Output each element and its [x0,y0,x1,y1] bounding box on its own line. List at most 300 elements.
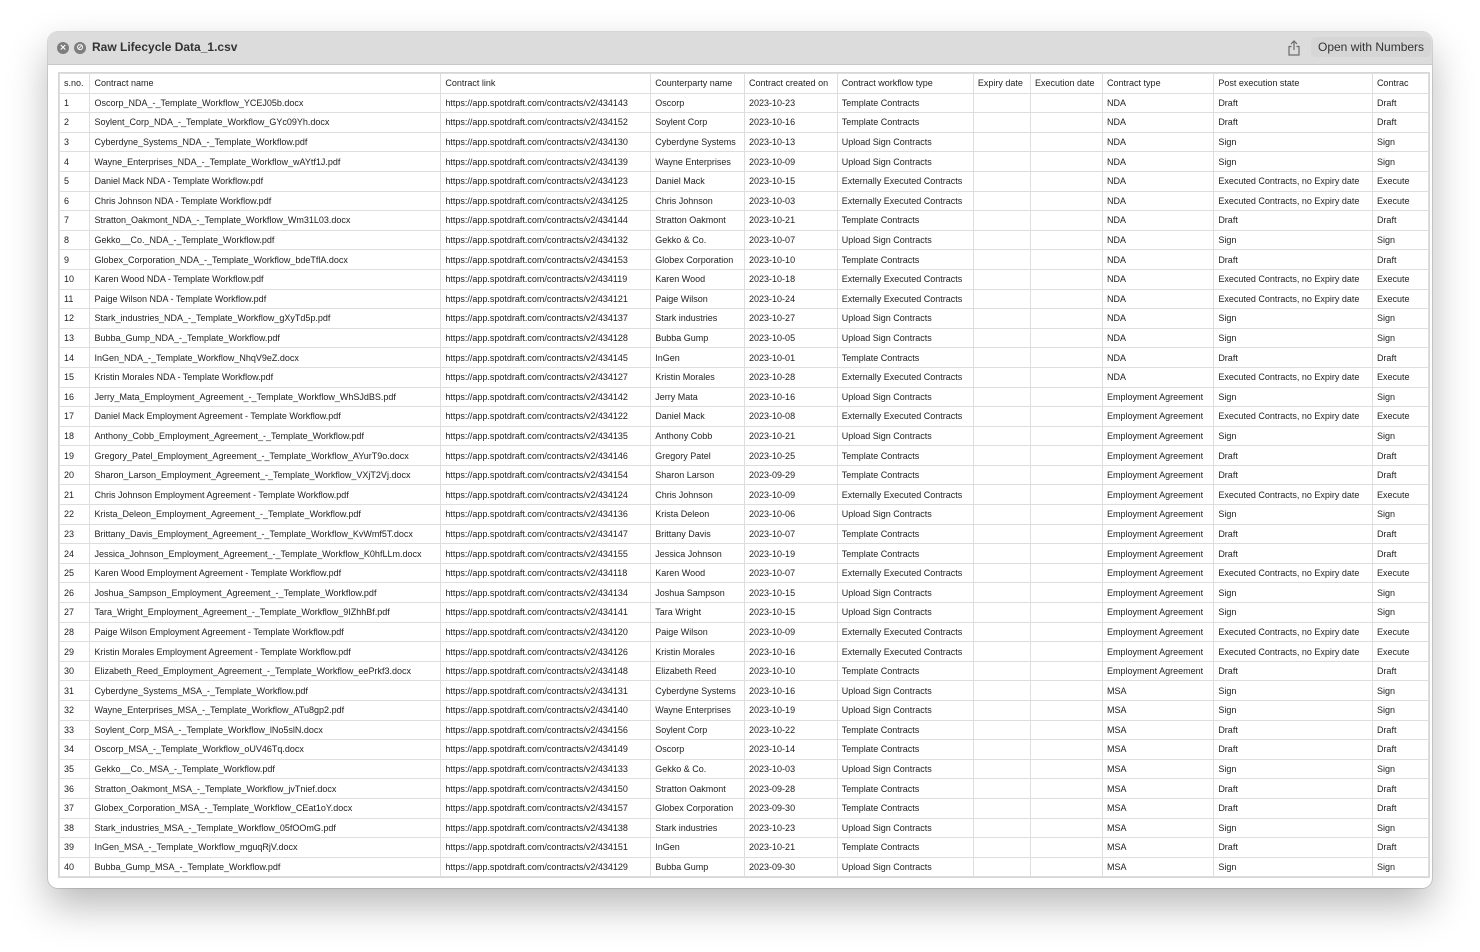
table-cell[interactable]: 2023-10-19 [745,701,838,721]
table-cell[interactable]: 2023-10-05 [745,328,838,348]
table-cell[interactable]: NDA [1103,289,1214,309]
table-cell[interactable]: 39 [60,838,90,858]
table-row[interactable] [60,701,1429,721]
column-header[interactable]: Expiry date [973,74,1030,94]
table-cell[interactable] [1031,348,1103,368]
table-cell[interactable] [973,407,1030,427]
table-row[interactable] [60,367,1429,387]
table-cell[interactable]: Upload Sign Contracts [837,583,973,603]
table-cell[interactable] [1031,603,1103,623]
table-cell[interactable]: https://app.spotdraft.com/contracts/v2/434134 [441,583,651,603]
table-cell[interactable]: Template Contracts [837,113,973,133]
csv-table-view[interactable] [58,72,1430,878]
table-cell[interactable]: Globex_Corporation_MSA_-_Template_Workflow_CEat1oY.docx [90,798,441,818]
table-cell[interactable] [973,642,1030,662]
table-cell[interactable]: Gregory Patel [651,446,745,466]
table-cell[interactable]: Externally Executed Contracts [837,289,973,309]
table-row[interactable] [60,485,1429,505]
table-cell[interactable]: Sign [1372,132,1428,152]
table-cell[interactable]: 7 [60,211,90,231]
table-cell[interactable]: NDA [1103,230,1214,250]
table-cell[interactable]: 34 [60,740,90,760]
table-cell[interactable] [1031,701,1103,721]
table-row[interactable] [60,113,1429,133]
table-cell[interactable]: Gregory_Patel_Employment_Agreement_-_Template_Workflow_AYurT9o.docx [90,446,441,466]
table-cell[interactable]: Draft [1372,740,1428,760]
table-cell[interactable]: Chris Johnson [651,485,745,505]
table-cell[interactable] [1031,563,1103,583]
table-cell[interactable]: Upload Sign Contracts [837,857,973,877]
table-row[interactable] [60,524,1429,544]
table-cell[interactable]: Sharon_Larson_Employment_Agreement_-_Template_Workflow_VXjT2Vj.docx [90,465,441,485]
table-cell[interactable]: Upload Sign Contracts [837,132,973,152]
table-cell[interactable]: https://app.spotdraft.com/contracts/v2/434119 [441,269,651,289]
table-cell[interactable]: 28 [60,622,90,642]
table-cell[interactable] [1031,740,1103,760]
table-cell[interactable]: Executed Contracts, no Expiry date [1214,171,1373,191]
table-cell[interactable]: Sign [1372,681,1428,701]
table-cell[interactable]: NDA [1103,132,1214,152]
table-cell[interactable] [1031,211,1103,231]
table-cell[interactable]: Kristin Morales [651,367,745,387]
table-cell[interactable]: Cyberdyne Systems [651,132,745,152]
table-cell[interactable]: 8 [60,230,90,250]
table-cell[interactable]: Jerry Mata [651,387,745,407]
table-cell[interactable]: https://app.spotdraft.com/contracts/v2/434139 [441,152,651,172]
table-cell[interactable]: Employment Agreement [1103,661,1214,681]
table-cell[interactable]: NDA [1103,367,1214,387]
table-cell[interactable]: 20 [60,465,90,485]
table-cell[interactable]: Tara Wright [651,603,745,623]
table-cell[interactable] [1031,798,1103,818]
table-cell[interactable]: https://app.spotdraft.com/contracts/v2/434149 [441,740,651,760]
table-row[interactable] [60,289,1429,309]
table-cell[interactable]: https://app.spotdraft.com/contracts/v2/434122 [441,407,651,427]
table-cell[interactable] [1031,720,1103,740]
table-cell[interactable]: 2023-10-16 [745,387,838,407]
table-cell[interactable] [1031,583,1103,603]
table-cell[interactable] [1031,642,1103,662]
table-cell[interactable]: Sign [1214,603,1373,623]
table-cell[interactable] [973,93,1030,113]
table-cell[interactable]: Kristin Morales Employment Agreement - Template Workflow.pdf [90,642,441,662]
table-cell[interactable]: https://app.spotdraft.com/contracts/v2/434155 [441,544,651,564]
table-cell[interactable]: Soylent Corp [651,720,745,740]
table-cell[interactable] [973,524,1030,544]
table-row[interactable] [60,328,1429,348]
table-cell[interactable]: https://app.spotdraft.com/contracts/v2/434156 [441,720,651,740]
table-row[interactable] [60,759,1429,779]
table-cell[interactable]: Sign [1372,857,1428,877]
table-cell[interactable]: https://app.spotdraft.com/contracts/v2/434123 [441,171,651,191]
table-cell[interactable]: Template Contracts [837,211,973,231]
table-cell[interactable]: https://app.spotdraft.com/contracts/v2/434142 [441,387,651,407]
table-cell[interactable]: Externally Executed Contracts [837,622,973,642]
table-cell[interactable] [973,152,1030,172]
table-cell[interactable]: 6 [60,191,90,211]
table-cell[interactable]: Upload Sign Contracts [837,152,973,172]
table-cell[interactable]: 2023-10-25 [745,446,838,466]
table-cell[interactable]: 24 [60,544,90,564]
share-icon[interactable] [1287,40,1301,56]
table-cell[interactable]: 12 [60,309,90,329]
table-cell[interactable]: MSA [1103,779,1214,799]
table-row[interactable] [60,838,1429,858]
table-cell[interactable] [973,505,1030,525]
table-cell[interactable]: https://app.spotdraft.com/contracts/v2/434154 [441,465,651,485]
table-cell[interactable]: Upload Sign Contracts [837,701,973,721]
table-cell[interactable] [973,759,1030,779]
table-cell[interactable]: Stratton Oakmont [651,211,745,231]
table-cell[interactable]: Externally Executed Contracts [837,407,973,427]
table-cell[interactable] [1031,269,1103,289]
table-cell[interactable]: 21 [60,485,90,505]
table-row[interactable] [60,661,1429,681]
table-cell[interactable]: Anthony Cobb [651,426,745,446]
table-cell[interactable]: 1 [60,93,90,113]
table-cell[interactable]: Template Contracts [837,779,973,799]
table-cell[interactable]: Bubba_Gump_MSA_-_Template_Workflow.pdf [90,857,441,877]
table-cell[interactable] [973,622,1030,642]
table-row[interactable] [60,818,1429,838]
table-cell[interactable]: Sign [1214,328,1373,348]
column-header[interactable]: Contract link [441,74,651,94]
table-cell[interactable] [1031,661,1103,681]
table-cell[interactable]: Draft [1214,348,1373,368]
table-cell[interactable]: Cyberdyne_Systems_NDA_-_Template_Workflow.pdf [90,132,441,152]
table-cell[interactable]: NDA [1103,93,1214,113]
table-cell[interactable]: Upload Sign Contracts [837,818,973,838]
table-cell[interactable]: Execute [1372,563,1428,583]
table-cell[interactable]: Draft [1214,779,1373,799]
table-cell[interactable]: Paige Wilson Employment Agreement - Template Workflow.pdf [90,622,441,642]
table-cell[interactable]: Draft [1214,446,1373,466]
column-header[interactable]: Contract workflow type [837,74,973,94]
table-cell[interactable] [1031,759,1103,779]
table-cell[interactable]: Executed Contracts, no Expiry date [1214,622,1373,642]
table-cell[interactable]: Daniel Mack [651,171,745,191]
table-cell[interactable]: 2023-10-15 [745,603,838,623]
table-cell[interactable]: https://app.spotdraft.com/contracts/v2/434143 [441,93,651,113]
table-cell[interactable]: Oscorp_MSA_-_Template_Workflow_oUV46Tq.docx [90,740,441,760]
table-cell[interactable]: MSA [1103,759,1214,779]
table-cell[interactable]: MSA [1103,818,1214,838]
table-cell[interactable]: Externally Executed Contracts [837,367,973,387]
table-cell[interactable] [973,387,1030,407]
table-cell[interactable]: 2023-09-30 [745,798,838,818]
table-cell[interactable]: Execute [1372,289,1428,309]
table-cell[interactable]: Globex_Corporation_NDA_-_Template_Workflow_bdeTflA.docx [90,250,441,270]
table-cell[interactable]: Sign [1372,230,1428,250]
table-cell[interactable]: Draft [1372,211,1428,231]
table-cell[interactable]: Draft [1214,838,1373,858]
table-cell[interactable]: Sign [1372,152,1428,172]
column-header[interactable]: Contrac [1372,74,1428,94]
table-cell[interactable]: Stratton_Oakmont_MSA_-_Template_Workflow_jvTnief.docx [90,779,441,799]
table-cell[interactable]: 27 [60,603,90,623]
table-cell[interactable]: Elizabeth_Reed_Employment_Agreement_-_Template_Workflow_eePrkf3.docx [90,661,441,681]
table-cell[interactable]: Cyberdyne_Systems_MSA_-_Template_Workflow.pdf [90,681,441,701]
table-cell[interactable] [973,446,1030,466]
table-cell[interactable]: Chris Johnson NDA - Template Workflow.pdf [90,191,441,211]
table-cell[interactable]: 2023-10-10 [745,250,838,270]
table-cell[interactable]: https://app.spotdraft.com/contracts/v2/434150 [441,779,651,799]
table-cell[interactable]: Sign [1372,583,1428,603]
table-cell[interactable]: 29 [60,642,90,662]
table-cell[interactable]: Sign [1372,818,1428,838]
table-cell[interactable]: Externally Executed Contracts [837,485,973,505]
table-cell[interactable] [1031,113,1103,133]
table-cell[interactable] [1031,446,1103,466]
table-cell[interactable]: Externally Executed Contracts [837,171,973,191]
table-cell[interactable]: 32 [60,701,90,721]
table-cell[interactable]: 2023-10-09 [745,152,838,172]
close-icon[interactable]: × [57,42,69,54]
table-cell[interactable]: Kristin Morales [651,642,745,662]
table-cell[interactable]: 2023-10-07 [745,524,838,544]
table-cell[interactable]: Bubba_Gump_NDA_-_Template_Workflow.pdf [90,328,441,348]
table-cell[interactable]: Stark_industries_NDA_-_Template_Workflow_gXyTd5p.pdf [90,309,441,329]
table-cell[interactable]: 3 [60,132,90,152]
table-cell[interactable] [1031,857,1103,877]
table-cell[interactable]: https://app.spotdraft.com/contracts/v2/434135 [441,426,651,446]
table-cell[interactable]: Draft [1372,465,1428,485]
table-cell[interactable]: https://app.spotdraft.com/contracts/v2/434126 [441,642,651,662]
table-cell[interactable]: 2023-10-18 [745,269,838,289]
table-cell[interactable] [973,289,1030,309]
table-cell[interactable]: Employment Agreement [1103,563,1214,583]
table-cell[interactable]: https://app.spotdraft.com/contracts/v2/434127 [441,367,651,387]
table-row[interactable] [60,740,1429,760]
table-cell[interactable]: Joshua_Sampson_Employment_Agreement_-_Template_Workflow.pdf [90,583,441,603]
table-cell[interactable] [1031,505,1103,525]
table-cell[interactable]: Brittany_Davis_Employment_Agreement_-_Template_Workflow_KvWmf5T.docx [90,524,441,544]
table-cell[interactable]: Draft [1372,446,1428,466]
table-cell[interactable]: Oscorp_NDA_-_Template_Workflow_YCEJ05b.docx [90,93,441,113]
table-cell[interactable] [973,328,1030,348]
table-cell[interactable] [1031,328,1103,348]
table-cell[interactable] [973,544,1030,564]
table-cell[interactable]: Employment Agreement [1103,407,1214,427]
hide-icon[interactable]: ⊘ [74,42,86,54]
table-cell[interactable]: Employment Agreement [1103,583,1214,603]
table-cell[interactable] [973,348,1030,368]
table-cell[interactable]: Draft [1372,93,1428,113]
table-cell[interactable]: Sign [1372,426,1428,446]
table-cell[interactable]: Soylent Corp [651,113,745,133]
table-cell[interactable]: Tara_Wright_Employment_Agreement_-_Template_Workflow_9IZhhBf.pdf [90,603,441,623]
table-cell[interactable]: https://app.spotdraft.com/contracts/v2/434129 [441,857,651,877]
table-cell[interactable]: Anthony_Cobb_Employment_Agreement_-_Template_Workflow.pdf [90,426,441,446]
table-cell[interactable]: 18 [60,426,90,446]
table-cell[interactable] [1031,465,1103,485]
table-cell[interactable]: Sign [1372,701,1428,721]
table-cell[interactable]: https://app.spotdraft.com/contracts/v2/434121 [441,289,651,309]
table-row[interactable] [60,171,1429,191]
table-row[interactable] [60,681,1429,701]
table-cell[interactable]: 4 [60,152,90,172]
table-cell[interactable] [1031,309,1103,329]
table-cell[interactable]: Daniel Mack [651,407,745,427]
table-cell[interactable]: NDA [1103,328,1214,348]
table-cell[interactable] [973,230,1030,250]
table-cell[interactable]: Template Contracts [837,544,973,564]
table-row[interactable] [60,857,1429,877]
table-row[interactable] [60,622,1429,642]
table-row[interactable] [60,132,1429,152]
table-cell[interactable]: Employment Agreement [1103,465,1214,485]
table-cell[interactable]: https://app.spotdraft.com/contracts/v2/434118 [441,563,651,583]
table-cell[interactable]: NDA [1103,269,1214,289]
table-cell[interactable] [973,681,1030,701]
column-header[interactable]: Execution date [1031,74,1103,94]
table-cell[interactable]: Draft [1214,544,1373,564]
table-cell[interactable]: Executed Contracts, no Expiry date [1214,407,1373,427]
table-cell[interactable] [1031,367,1103,387]
table-cell[interactable]: MSA [1103,681,1214,701]
table-cell[interactable]: Template Contracts [837,798,973,818]
table-cell[interactable]: https://app.spotdraft.com/contracts/v2/434133 [441,759,651,779]
table-row[interactable] [60,779,1429,799]
table-cell[interactable]: 14 [60,348,90,368]
table-cell[interactable]: NDA [1103,152,1214,172]
table-cell[interactable]: Employment Agreement [1103,387,1214,407]
table-cell[interactable]: 2023-10-09 [745,485,838,505]
table-cell[interactable]: Executed Contracts, no Expiry date [1214,642,1373,662]
table-cell[interactable]: Karen Wood Employment Agreement - Template Workflow.pdf [90,563,441,583]
table-cell[interactable]: Karen Wood [651,563,745,583]
table-cell[interactable] [973,779,1030,799]
table-cell[interactable]: https://app.spotdraft.com/contracts/v2/434137 [441,309,651,329]
table-cell[interactable]: Upload Sign Contracts [837,505,973,525]
table-cell[interactable]: MSA [1103,720,1214,740]
table-cell[interactable]: Template Contracts [837,524,973,544]
table-cell[interactable]: Upload Sign Contracts [837,387,973,407]
table-row[interactable] [60,152,1429,172]
table-cell[interactable]: Execute [1372,622,1428,642]
table-cell[interactable]: Jerry_Mata_Employment_Agreement_-_Template_Workflow_WhSJdBS.pdf [90,387,441,407]
table-cell[interactable] [973,171,1030,191]
table-row[interactable] [60,250,1429,270]
table-cell[interactable]: Employment Agreement [1103,524,1214,544]
table-cell[interactable]: Execute [1372,407,1428,427]
table-row[interactable] [60,505,1429,525]
table-cell[interactable]: Template Contracts [837,446,973,466]
table-cell[interactable]: https://app.spotdraft.com/contracts/v2/434136 [441,505,651,525]
table-cell[interactable]: 40 [60,857,90,877]
table-cell[interactable]: Gekko__Co._MSA_-_Template_Workflow.pdf [90,759,441,779]
table-cell[interactable]: Executed Contracts, no Expiry date [1214,563,1373,583]
table-cell[interactable] [1031,681,1103,701]
table-cell[interactable]: 2023-10-21 [745,211,838,231]
table-cell[interactable]: Execute [1372,485,1428,505]
table-cell[interactable]: Sign [1372,603,1428,623]
table-cell[interactable]: Externally Executed Contracts [837,269,973,289]
table-cell[interactable]: Sign [1214,132,1373,152]
table-row[interactable] [60,407,1429,427]
table-cell[interactable]: Sign [1372,309,1428,329]
table-cell[interactable]: 2023-10-16 [745,681,838,701]
table-cell[interactable]: Sign [1214,759,1373,779]
table-cell[interactable]: https://app.spotdraft.com/contracts/v2/434132 [441,230,651,250]
table-cell[interactable] [973,857,1030,877]
table-cell[interactable] [973,818,1030,838]
table-cell[interactable]: Paige Wilson [651,622,745,642]
table-cell[interactable]: 2023-10-15 [745,171,838,191]
table-cell[interactable]: Draft [1214,524,1373,544]
table-cell[interactable]: Draft [1214,250,1373,270]
table-cell[interactable]: Executed Contracts, no Expiry date [1214,269,1373,289]
table-cell[interactable] [973,485,1030,505]
table-cell[interactable]: 37 [60,798,90,818]
table-cell[interactable]: Execute [1372,367,1428,387]
table-cell[interactable]: Chris Johnson [651,191,745,211]
table-cell[interactable] [973,465,1030,485]
table-cell[interactable]: Joshua Sampson [651,583,745,603]
table-cell[interactable]: MSA [1103,701,1214,721]
open-with-numbers-button[interactable]: Open with Numbers [1311,37,1431,57]
table-cell[interactable]: 2023-10-08 [745,407,838,427]
table-cell[interactable]: MSA [1103,838,1214,858]
table-cell[interactable] [1031,387,1103,407]
table-cell[interactable] [1031,426,1103,446]
table-cell[interactable]: https://app.spotdraft.com/contracts/v2/434151 [441,838,651,858]
table-cell[interactable]: 2023-10-27 [745,309,838,329]
column-header[interactable]: Contract created on [745,74,838,94]
table-cell[interactable]: 30 [60,661,90,681]
table-cell[interactable]: https://app.spotdraft.com/contracts/v2/434130 [441,132,651,152]
table-cell[interactable]: https://app.spotdraft.com/contracts/v2/434157 [441,798,651,818]
table-cell[interactable]: Employment Agreement [1103,505,1214,525]
table-cell[interactable]: NDA [1103,250,1214,270]
table-cell[interactable]: Soylent_Corp_NDA_-_Template_Workflow_GYc09Yh.docx [90,113,441,133]
table-cell[interactable] [1031,230,1103,250]
table-row[interactable] [60,446,1429,466]
table-cell[interactable]: Template Contracts [837,661,973,681]
table-cell[interactable]: Upload Sign Contracts [837,603,973,623]
column-header[interactable]: Counterparty name [651,74,745,94]
table-cell[interactable]: 2023-09-29 [745,465,838,485]
table-cell[interactable]: Employment Agreement [1103,426,1214,446]
table-cell[interactable]: https://app.spotdraft.com/contracts/v2/434124 [441,485,651,505]
table-cell[interactable] [973,583,1030,603]
table-cell[interactable]: Draft [1372,348,1428,368]
table-cell[interactable]: Cyberdyne Systems [651,681,745,701]
table-cell[interactable]: https://app.spotdraft.com/contracts/v2/434152 [441,113,651,133]
table-cell[interactable]: Draft [1372,250,1428,270]
table-cell[interactable]: Draft [1214,798,1373,818]
table-cell[interactable]: Upload Sign Contracts [837,426,973,446]
table-cell[interactable]: InGen_MSA_-_Template_Workflow_mguqRjV.docx [90,838,441,858]
table-cell[interactable]: Sign [1214,505,1373,525]
table-cell[interactable]: Upload Sign Contracts [837,230,973,250]
table-cell[interactable]: 2023-10-10 [745,661,838,681]
table-cell[interactable]: https://app.spotdraft.com/contracts/v2/434120 [441,622,651,642]
table-cell[interactable]: Draft [1372,779,1428,799]
table-cell[interactable]: Globex Corporation [651,798,745,818]
table-cell[interactable]: Draft [1214,113,1373,133]
table-cell[interactable]: 26 [60,583,90,603]
table-cell[interactable]: 2 [60,113,90,133]
table-cell[interactable]: Draft [1214,465,1373,485]
table-cell[interactable] [973,250,1030,270]
table-cell[interactable]: 2023-10-28 [745,367,838,387]
table-cell[interactable]: https://app.spotdraft.com/contracts/v2/434131 [441,681,651,701]
table-cell[interactable]: 2023-09-30 [745,857,838,877]
table-cell[interactable]: https://app.spotdraft.com/contracts/v2/434138 [441,818,651,838]
table-row[interactable] [60,230,1429,250]
table-cell[interactable]: Sign [1372,505,1428,525]
